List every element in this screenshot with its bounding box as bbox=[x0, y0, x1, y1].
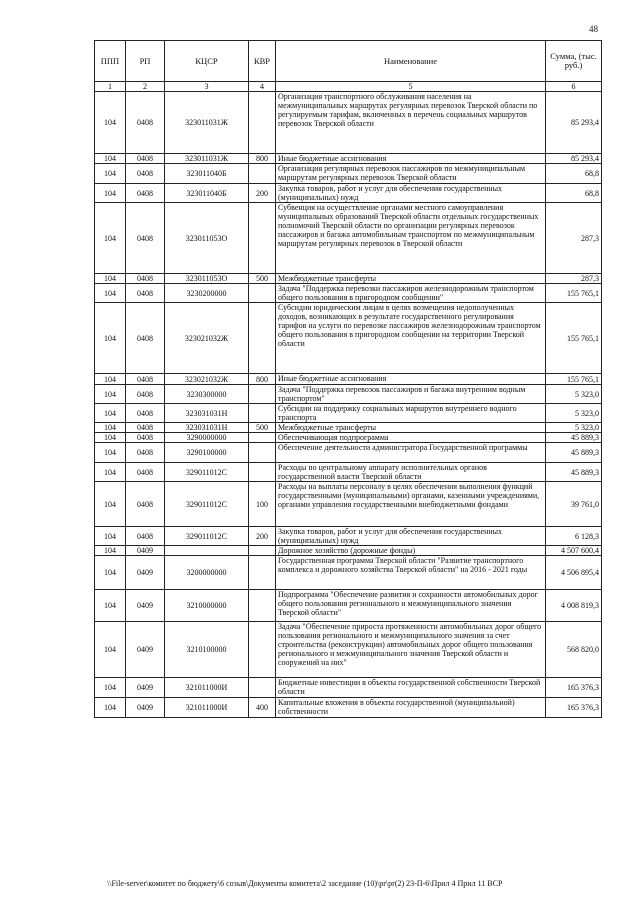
budget-table bbox=[94, 40, 602, 718]
cell-sum: 5 323,0 bbox=[546, 404, 602, 423]
cell-kcsr: 329011012С bbox=[165, 527, 249, 546]
cell-sum: 85 293,4 bbox=[546, 92, 602, 154]
column-number: 2 bbox=[126, 82, 165, 92]
cell-ppp: 104 bbox=[95, 546, 126, 556]
cell-rp: 0408 bbox=[126, 284, 165, 303]
cell-kcsr: 323011040Б bbox=[165, 164, 249, 184]
cell-ppp: 104 bbox=[95, 284, 126, 303]
cell-rp: 0408 bbox=[126, 303, 165, 374]
cell-rp: 0408 bbox=[126, 404, 165, 423]
table-row bbox=[95, 154, 602, 164]
cell-sum: 39 761,0 bbox=[546, 482, 602, 527]
cell-kvr: 500 bbox=[249, 274, 276, 284]
cell-sum: 4 008 819,3 bbox=[546, 590, 602, 622]
cell-rp: 0408 bbox=[126, 463, 165, 482]
cell-name: Иные бюджетные ассигнования bbox=[276, 374, 546, 385]
column-number: 6 bbox=[546, 82, 602, 92]
cell-name: Государственная программа Тверской области "Развитие транспортного комплекса и дорожного хозяйства Тверской области" на 2016 - 2021 годы bbox=[276, 556, 546, 590]
table-row bbox=[95, 92, 602, 154]
cell-name: Обеспечение деятельности администратора Государственной программы bbox=[276, 443, 546, 463]
cell-kcsr: 323031031Н bbox=[165, 404, 249, 423]
table-row bbox=[95, 590, 602, 622]
cell-name: Задача "Поддержка перевозок пассажиров и багажа внутренним водным транспортом" bbox=[276, 385, 546, 404]
cell-sum: 155 765,1 bbox=[546, 303, 602, 374]
cell-kvr bbox=[249, 590, 276, 622]
cell-kvr bbox=[249, 433, 276, 443]
cell-kcsr: 323011031Ж bbox=[165, 92, 249, 154]
cell-sum: 4 506 895,4 bbox=[546, 556, 602, 590]
cell-rp: 0409 bbox=[126, 678, 165, 698]
cell-rp: 0409 bbox=[126, 556, 165, 590]
header-name: Наименование bbox=[276, 41, 546, 82]
cell-sum: 287,3 bbox=[546, 274, 602, 284]
cell-name: Закупка товаров, работ и услуг для обеспечения государственных (муниципальных) нужд bbox=[276, 527, 546, 546]
header-kcsr: КЦСР bbox=[165, 41, 249, 82]
cell-kvr bbox=[249, 404, 276, 423]
cell-kvr bbox=[249, 92, 276, 154]
cell-rp: 0408 bbox=[126, 527, 165, 546]
cell-rp: 0408 bbox=[126, 184, 165, 203]
cell-sum: 155 765,1 bbox=[546, 374, 602, 385]
cell-rp: 0408 bbox=[126, 274, 165, 284]
cell-name: Субсидии на поддержку социальных маршрутов внутреннего водного транспорта bbox=[276, 404, 546, 423]
column-number: 1 bbox=[95, 82, 126, 92]
cell-kvr bbox=[249, 556, 276, 590]
cell-kvr: 500 bbox=[249, 423, 276, 433]
cell-sum: 165 376,3 bbox=[546, 698, 602, 718]
table-row bbox=[95, 303, 602, 374]
page-number: 48 bbox=[589, 24, 598, 34]
header-rp: РП bbox=[126, 41, 165, 82]
cell-kvr: 200 bbox=[249, 184, 276, 203]
column-number: 4 bbox=[249, 82, 276, 92]
cell-rp: 0409 bbox=[126, 698, 165, 718]
cell-ppp: 104 bbox=[95, 203, 126, 274]
cell-kcsr: 323021032Ж bbox=[165, 303, 249, 374]
cell-name: Задача "Поддержка перевозки пассажиров железнодорожным транспортом общего пользования в пригородном сообщении" bbox=[276, 284, 546, 303]
column-number-row bbox=[95, 82, 602, 92]
cell-ppp: 104 bbox=[95, 374, 126, 385]
cell-ppp: 104 bbox=[95, 443, 126, 463]
header-sum: Сумма, (тыс. руб.) bbox=[546, 41, 602, 82]
cell-kcsr: 321011000И bbox=[165, 698, 249, 718]
table-row bbox=[95, 385, 602, 404]
cell-ppp: 104 bbox=[95, 385, 126, 404]
cell-name: Межбюджетные трансферты bbox=[276, 423, 546, 433]
cell-kcsr: 329011012С bbox=[165, 463, 249, 482]
cell-kcsr: 323021032Ж bbox=[165, 374, 249, 385]
table-row bbox=[95, 527, 602, 546]
cell-kvr: 800 bbox=[249, 374, 276, 385]
cell-sum: 45 889,3 bbox=[546, 463, 602, 482]
cell-kcsr: 3230200000 bbox=[165, 284, 249, 303]
cell-sum: 5 323,0 bbox=[546, 423, 602, 433]
table-row bbox=[95, 482, 602, 527]
table-row bbox=[95, 284, 602, 303]
cell-ppp: 104 bbox=[95, 184, 126, 203]
cell-name: Дорожное хозяйство (дорожные фонды) bbox=[276, 546, 546, 556]
cell-rp: 0409 bbox=[126, 622, 165, 678]
cell-name: Закупка товаров, работ и услуг для обеспечения государственных (муниципальных) нужд bbox=[276, 184, 546, 203]
table-row bbox=[95, 164, 602, 184]
cell-ppp: 104 bbox=[95, 433, 126, 443]
cell-kvr bbox=[249, 303, 276, 374]
cell-ppp: 104 bbox=[95, 92, 126, 154]
cell-ppp: 104 bbox=[95, 527, 126, 546]
cell-sum: 68,8 bbox=[546, 164, 602, 184]
cell-ppp: 104 bbox=[95, 154, 126, 164]
cell-sum: 4 507 600,4 bbox=[546, 546, 602, 556]
cell-kvr bbox=[249, 164, 276, 184]
cell-ppp: 104 bbox=[95, 482, 126, 527]
cell-rp: 0408 bbox=[126, 374, 165, 385]
cell-rp: 0408 bbox=[126, 92, 165, 154]
table-row bbox=[95, 678, 602, 698]
cell-kcsr: 3200000000 bbox=[165, 556, 249, 590]
cell-ppp: 104 bbox=[95, 463, 126, 482]
table-row bbox=[95, 546, 602, 556]
cell-name: Организация регулярных перевозок пассажиров по межмуниципальным маршрутам регулярных перевозок Тверской области bbox=[276, 164, 546, 184]
cell-kcsr: 329011012С bbox=[165, 482, 249, 527]
cell-name: Задача "Обеспечение прироста протяженности автомобильных дорог общего пользования регионального и межмуниципального значения за счет строительства (реконструкции) автомобильных дорог общего пользования регионального и межмуниципального значения Тверской области и сооружений на них" bbox=[276, 622, 546, 678]
cell-kcsr: 3290000000 bbox=[165, 433, 249, 443]
column-number: 5 bbox=[276, 82, 546, 92]
table-row bbox=[95, 184, 602, 203]
table-row bbox=[95, 203, 602, 274]
cell-rp: 0408 bbox=[126, 154, 165, 164]
table-row bbox=[95, 622, 602, 678]
cell-ppp: 104 bbox=[95, 404, 126, 423]
cell-ppp: 104 bbox=[95, 590, 126, 622]
cell-kvr bbox=[249, 463, 276, 482]
cell-kvr: 200 bbox=[249, 527, 276, 546]
cell-kvr: 100 bbox=[249, 482, 276, 527]
cell-kcsr: 323011040Б bbox=[165, 184, 249, 203]
cell-name: Бюджетные инвестиции в объекты государственной собственности Тверской области bbox=[276, 678, 546, 698]
cell-kcsr bbox=[165, 546, 249, 556]
table-body bbox=[95, 92, 602, 718]
cell-rp: 0409 bbox=[126, 546, 165, 556]
cell-ppp: 104 bbox=[95, 303, 126, 374]
cell-kcsr: 321011000И bbox=[165, 678, 249, 698]
cell-name: Субвенция на осуществление органами местного самоуправления муниципальных образований Тверской области отдельных государственных полномочий Тверской области по организации регулярных перевозок пассажиров и багажа автомобильным транспортом по межмуниципальным маршрутам регулярных перевозок в Тверской области bbox=[276, 203, 546, 274]
cell-kvr: 800 bbox=[249, 154, 276, 164]
cell-kcsr: 323011031Ж bbox=[165, 154, 249, 164]
table-row bbox=[95, 698, 602, 718]
table-row bbox=[95, 433, 602, 443]
cell-kvr bbox=[249, 622, 276, 678]
cell-sum: 165 376,3 bbox=[546, 678, 602, 698]
cell-rp: 0408 bbox=[126, 433, 165, 443]
cell-kcsr: 3210100000 bbox=[165, 622, 249, 678]
cell-ppp: 104 bbox=[95, 698, 126, 718]
cell-kvr bbox=[249, 546, 276, 556]
table-row bbox=[95, 443, 602, 463]
column-number: 3 bbox=[165, 82, 249, 92]
cell-rp: 0408 bbox=[126, 443, 165, 463]
cell-ppp: 104 bbox=[95, 678, 126, 698]
cell-sum: 5 323,0 bbox=[546, 385, 602, 404]
cell-rp: 0408 bbox=[126, 423, 165, 433]
cell-rp: 0409 bbox=[126, 590, 165, 622]
cell-sum: 85 293,4 bbox=[546, 154, 602, 164]
cell-kvr bbox=[249, 284, 276, 303]
cell-name: Субсидии юридическим лицам в целях возмещения недополученных доходов, возникающих в результате государственного регулирования тарифов на услуги по перевозке пассажиров железнодорожным транспортом общего пользования в пригородном сообщении на территории Тверской области bbox=[276, 303, 546, 374]
cell-kcsr: 323011053О bbox=[165, 274, 249, 284]
cell-kcsr: 323031031Н bbox=[165, 423, 249, 433]
table-header-row bbox=[95, 41, 602, 82]
cell-kvr: 400 bbox=[249, 698, 276, 718]
cell-sum: 45 889,3 bbox=[546, 443, 602, 463]
cell-rp: 0408 bbox=[126, 203, 165, 274]
cell-kcsr: 323011053О bbox=[165, 203, 249, 274]
cell-rp: 0408 bbox=[126, 385, 165, 404]
header-kvr: КВР bbox=[249, 41, 276, 82]
cell-name: Капитальные вложения в объекты государственной (муниципальной) собственности bbox=[276, 698, 546, 718]
cell-name: Иные бюджетные ассигнования bbox=[276, 154, 546, 164]
cell-name: Обеспечивающая подпрограмма bbox=[276, 433, 546, 443]
table-row bbox=[95, 404, 602, 423]
cell-ppp: 104 bbox=[95, 274, 126, 284]
cell-name: Подпрограмма "Обеспечение развития и сохранности автомобильных дорог общего пользования регионального и межмуниципального значения Тверской области" bbox=[276, 590, 546, 622]
table-row bbox=[95, 556, 602, 590]
cell-kvr bbox=[249, 203, 276, 274]
cell-sum: 6 128,3 bbox=[546, 527, 602, 546]
header-ppp: ППП bbox=[95, 41, 126, 82]
cell-kvr bbox=[249, 385, 276, 404]
cell-kcsr: 3230300000 bbox=[165, 385, 249, 404]
cell-kcsr: 3210000000 bbox=[165, 590, 249, 622]
cell-sum: 287,3 bbox=[546, 203, 602, 274]
cell-ppp: 104 bbox=[95, 556, 126, 590]
table-row bbox=[95, 374, 602, 385]
cell-ppp: 104 bbox=[95, 164, 126, 184]
cell-rp: 0408 bbox=[126, 164, 165, 184]
cell-name: Расходы на выплаты персоналу в целях обеспечения выполнения функций государственными (муниципальными) органами, казенными учреждениями, органами управления государственными внебюджетными фондами bbox=[276, 482, 546, 527]
cell-ppp: 104 bbox=[95, 622, 126, 678]
cell-sum: 155 765,1 bbox=[546, 284, 602, 303]
cell-name: Организация транспортного обслуживания населения на межмуниципальных маршрутах регулярных перевозок Тверской области по регулируемым тарифам, включенных в перечень социальных маршрутов перевозок Тверской области bbox=[276, 92, 546, 154]
cell-sum: 568 820,0 bbox=[546, 622, 602, 678]
cell-sum: 68,8 bbox=[546, 184, 602, 203]
cell-name: Межбюджетные трансферты bbox=[276, 274, 546, 284]
file-path-footer: \\File-server\комитет по бюджету\6 созыв\Документы комитета\2 заседание (10)\pr\pr(2) 23-П-6\Прил 4 Прил 11 ВСР bbox=[107, 879, 503, 888]
cell-kvr bbox=[249, 678, 276, 698]
table-row bbox=[95, 423, 602, 433]
table-row bbox=[95, 274, 602, 284]
cell-ppp: 104 bbox=[95, 423, 126, 433]
cell-kcsr: 3290100000 bbox=[165, 443, 249, 463]
cell-sum: 45 889,3 bbox=[546, 433, 602, 443]
cell-name: Расходы по центральному аппарату исполнительных органов государственной власти Тверской области bbox=[276, 463, 546, 482]
cell-kvr bbox=[249, 443, 276, 463]
table-row bbox=[95, 463, 602, 482]
cell-rp: 0408 bbox=[126, 482, 165, 527]
